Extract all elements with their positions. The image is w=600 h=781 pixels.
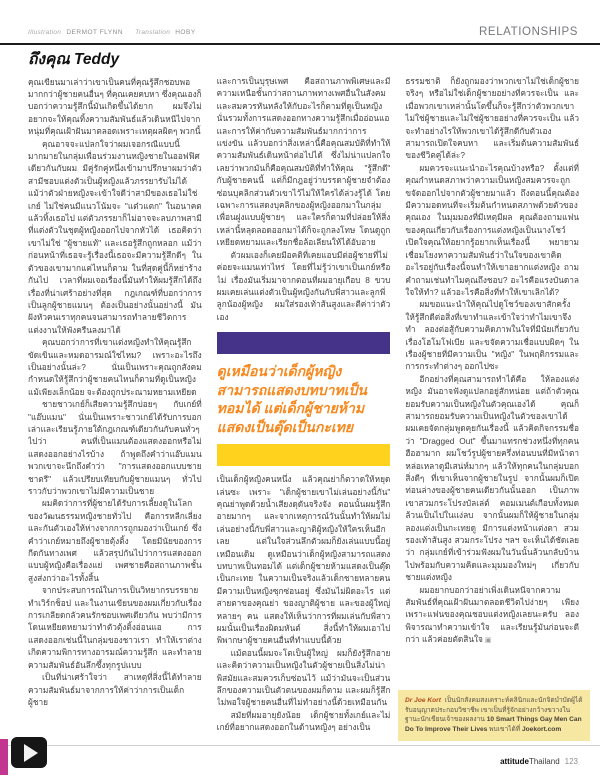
paragraph: ธรรมชาติ ก็ยังถูกมองว่าพวกเขาไม่ใช่เด็กผู้ชายจริงๆ หรือไม่ใช่เด็กผู้ชายอย่างที่ควรจะเป็น และเมื่อพวกเขาเหล่านั้นโตขึ้นก็จะรู้สึกว่าตัวพวกเขาไม่ใช่ผู้ชายและไม่ใช่ผู้ชายอย่างที่ควรจะเป็น แล้วจะทำอย่างไรให้พวกเขาได้รู้สึกดีกับตัวเอง สามารถเปิดใจคบหา และเริ่มต้นความสัมพันธ์ของชีวิตคู่ได้ล่ะ? [405, 76, 580, 161]
paragraph-last [405, 584, 579, 648]
visit-text: พบเขาได้ที่ [489, 725, 521, 733]
author-bio-text: เป็นนักสังคมสงเคราะห์คลินิกและนักจิตบำบัดผู้ได้รับอนุญาตประกอบวิชาชีพ เขาเป็นที่รู้จักอย่างกว้างขวางในฐานะนักเขียนเจ้าของผลงาน [405, 697, 583, 724]
book-title: 10 Smart Things Gay Men Can Do To Improve Their Lives [405, 716, 582, 733]
article-body [28, 51, 579, 745]
page-edge-mark [0, 739, 8, 775]
paragraph: จากประสบการณ์ในการเป็นวิทยากรบรรยายทำเวิร์กช็อป และในงานเขียนของผมเกี่ยวกับเรื่องการเกลียดกลัวคนรักชอบเพศเดียวกัน พบว่ามีการโดนเหยียดหยามว่าทำตัวตุ้งติ้งอ่อนแอ การแสดงออกเช่นนี้ในกลุ่มของชาวเรา ทำให้เราต่างเกิดความพิการทางอารมณ์ความรู้สึก และทำลายความสัมพันธ์อันลึกซึ้งทุกรูปแบบ [28, 585, 202, 670]
paragraph: คุณเขียนมาเล่าว่าเขาเป็นคนที่คุณรู้สึกชอบพอมากกว่าผู้ชายคนอื่นๆ ที่คุณเคยคบหา ซึ่งคุณเองก็บอกว่าความรู้สึกนี้มันเกิดขึ้นได้ยาก ผมจึงไม่อยากจะให้คุณทิ้งความสัมพันธ์แล้วเดินหนีไปจากหนุ่มที่คุณเฝ้าฝันมาตลอดเพราะเหตุผลผิดๆ พวกนี้ [28, 76, 202, 137]
translation-label: Translation [135, 29, 171, 36]
paragraph: และการเป็นบุรุษเพศ คือสถานภาพพิเศษและมีความเหนือชั้นกว่าสถานภาพทางเพศอื่นในสังคม และสมควรหันหลังให้กับอะไรก็ตามที่ดูเป็นหญิง นั่นรวมทั้งการแสดงออกทางความรู้สึกเมื่ออ่อนแอ และการให้ค่ากับความสัมพันธ์มากกว่าการแข่งขัน แล้วบอกว่าสิ่งเหล่านี้คือคุณสมบัติที่ทำให้ความสัมพันธ์เดินหน้าต่อไปได้ ซึ่งไม่น่าแปลกใจเลยว่าพวกมันก็คือคุณสมบัติที่ทำให้คุณ "รู้สึกดี" กับผู้ชายคนนี้ แต่ก็มีกฎอยู่ว่าบรรดาผู้ชายจำต้องซ่อนบุคลิกส่วนตัวเขาไว้ไม่ให้ใครได้ล่วงรู้ได้ โดยเฉพาะการแสดงบุคลิกของผู้หญิงออกมาในกลุ่มเพื่อนฝูงแบบผู้ชายๆ และใครก็ตามที่ปล่อยให้สิ่งเหล่านี้หลุดลอดออกมาได้ก็จะถูกลงโทษ โดนดูถูกเหยียดหยามและเรียกชื่อล้อเลียนให้ได้อับอาย [216, 76, 391, 248]
article-end-mark: ▣ [484, 637, 492, 645]
website-text: Joekort.com [521, 725, 562, 733]
quote-top-bar [217, 332, 391, 354]
translator-name: HOBY [175, 29, 196, 36]
author-bio-box [398, 690, 590, 741]
paragraph: แม้ตอนนี้ผมจะโตเป็นผู้ใหญ่ ผมก็ยังรู้สึกอายและคิดว่าความเป็นหญิงในตัวผู้ชายเป็นสิ่งไม่น่าพิสมัยและสมควรเก็บซ่อนไว้ แม้ว่ามันจะเป็นส่วนลึกของความเป็นตัวตนของผมก็ตาม และผมก็รู้สึกไม่พอใจผู้ชายคนอื่นที่ไม่ทำอย่างนี้ด้วยเหมือนกัน [216, 647, 391, 708]
right-triangle-glyph [24, 744, 38, 762]
paragraph: ผมคิดว่าการที่ผู้ชายได้รับการเลี้ยงดูในโลกของวัฒนธรรมหญิงชายทั่วไป คือการหลีกเลี่ยงและกันตัวเองให้ห่างจากการถูกมองว่าเป็นเกย์ ซึ่งคำว่าเกย์หมายถึงผู้ชายตุ้งติ้ง โดยมีนัยของการกีดกันทางเพศ แล้วสรุปกันไปว่าการแสดงออกแบบผู้หญิงคือเรื่องแย่ เพศชายคือสถานภาพชั้นสูงส่งกว่าอะไรทั้งสิ้น [28, 498, 202, 583]
column-3 [405, 51, 579, 745]
illustration-label: Illustration [28, 29, 62, 36]
page-number: 123 [564, 757, 578, 766]
paragraph: สมัยที่ผมอายุยังน้อย เด็กผู้ชายทั้งเกย์และไม่เกย์ที่อยากแสดงออกในด้านหญิงๆ อย่างเป็น [216, 709, 391, 733]
next-page-arrow-icon [11, 737, 47, 768]
paragraph: คุณบอกว่าการที่เขาแต่งหญิงทำให้คุณรู้สึกขัดเขินและหมดอารมณ์ใช่ไหม? เพราะอะไรถึงเป็นอย่างนั้นล่ะ? นั่นเป็นเพราะคุณถูกสังคมกำหนดให้รู้สึกว่าผู้ชายคนไหนก็ตามที่ดูเป็นหญิงแม้เพียงเล็กน้อย จะต้องถูกประณามหยามเหยียด [28, 337, 202, 397]
paragraph: ผมขอแนะนำให้คุณไปดูโชว์ของเขาสักครั้ง ให้รู้สึกดีต่อสิ่งที่เขาทำและเข้าใจว่าทำไมเขาจึงทำ ลองต่อสู้กับความคิดภาพในใจที่มีนัยเกี่ยวกับเรื่องโฮโมโฟเบีย และขจัดความเชื่อแบบผิดๆ ในเรื่องผู้ชายที่มีความเป็น "หญิง" ในพฤติกรรมและการกระทำต่างๆ ออกไปซะ [405, 299, 580, 372]
footer-rule [0, 745, 600, 746]
author-name: Dr Joe Kort [405, 697, 441, 704]
pull-quote-block [217, 332, 391, 466]
paragraph: เป็นที่น่าเศร้าใจว่า สาเหตุที่สิ่งนี้ได้ทำลายความสัมพันธ์มาจากการให้ค่าว่าการเป็นเด็กผู้ชาย [28, 672, 202, 707]
quote-bottom-bar [217, 444, 391, 466]
article-title: ถึงคุณ Teddy [28, 51, 120, 68]
page-footer [500, 757, 578, 766]
paragraph: คุณอาจจะแปลกใจว่าผมเจอกรณีแบบนี้มากมายในกลุ่มเพื่อนร่วมงานหญิงชายในออฟฟิศเดียวกันกับผม มีคู่รักคู่หนึ่งเข้ามาปรึกษาผมว่าตัวสามีชอบแต่งตัวเป็นผู้หญิงแล้วภรรยารับไม่ได้ แม้ว่าตัวฝ่ายหญิงจะเข้าใจดีว่าสามีของเธอไม่ใช่เกย์ ไม่ใช่คนมีแนวโน้มจะ "แต๋วแตก" ในอนาคต แล้วทิ้งเธอไป แต่ตัวภรรยาก็ไม่อาจจะลบภาพสามีที่แต่งตัวในชุดผู้หญิงออกไปจากหัวได้ เธอคิดว่าเขาไม่ใช่ "ผู้ชายแท้" และเธอรู้สึกถูกหลอก แม้ว่าก่อนหน้าที่เธอจะรู้เรื่องนี้เธอจะมีความรู้สึกดีๆ ในตัวของเขามากแค่ไหนก็ตาม ในที่สุดคู่นี้ก็หย่าร้างกันไป เวลาที่ผมเจอเรื่องนี้มันทำให้ผมรู้สึกได้ถึงเรื่องที่น่าเศร้าอย่างที่สุด กฎเกณฑ์ที่บอกว่าการเป็นลูกผู้ชายแมนๆ ต้องเป็นอย่างนั้นอย่างนี้ มันฝังหัวคนเราทุกคนจนสามารถทำลายชีวิตการแต่งงานให้พังครืนลงมาได้ [28, 138, 202, 335]
paragraph: ตัวผมเองก็เคยมีอคติที่เคยแอบมีต่อผู้ชายที่ไม่ค่อยจะแมนเท่าไหร่ โดยที่ไม่รู้ว่าเขาเป็นเกย์หรือไม่ เรื่องมันเริ่มมาจากตอนที่ผมอายุเกือบ 8 ขวบ ผมเคยเล่นแต่งตัวเป็นผู้หญิงกันกับพี่สาวและลูกพี่ลูกน้องผู้หญิง ผมใส่รองเท้าส้นสูงและตีค่าว่าตัวเอง [216, 249, 391, 322]
paragraph: ผมควรจะแนะนำอะไรคุณบ้างหรือ? ตั้งแต่ที่คุณกำหนดสภาพว่าความเป็นหญิงสมควรจะถูกขจัดออกไปจากตัวผู้ชายมาแล้ว ถึงตอนนี้คุณต้องมีความอดทนที่จะเริ่มต้นกำหนดสภาพด้วยตัวของคุณเอง ในมุมมองที่มีเหตุมีผล คุณต้องถามแฟนของคุณเกี่ยวกับเรื่องการแต่งหญิงเป็นนางโชว์ เปิดใจคุณให้อยากรู้อยากเห็นเรื่องนี้ พยายามเชื่อมโยงหาความสัมพันธ์ว่าในใจของเขาคิดอะไรอยู่กับเรื่องนี้จนทำให้เขาอยากแต่งหญิง ถามคำถามเช่นทำไมคุณถึงชอบ? อะไรคือแรงบันดาลใจให้ทำ? แล้วอะไรคือสิ่งที่ทำให้เขาเลิกได้? [405, 162, 580, 297]
column-2 [217, 51, 391, 745]
paragraph: อีกอย่างที่คุณสามารถทำได้คือ ให้ลองแต่งหญิง มันอาจฟังดูแปลกอยู่สักหน่อย แต่ถ้าตัวคุณยอมรับความเป็นหญิงในตัวคุณเองได้ คุณก็สามารถยอมรับความเป็นหญิงในตัวของเขาได้ ผมเคยจัดกลุ่มพูดคุยกันเรื่องนี้ แล้วคิดกิจกรรมชื่อว่า "Dragged Out" ขึ้นมาแทรกช่วงหนึ่งที่ทุกคนฮือฮามาก ผมโชว์รูปผู้ชายครึ่งท่อนบนที่มีหน้าตาหล่อเหลาดูมีเสน่ห์มากๆ แล้วให้ทุกคนในกลุ่มบอกสิ่งดีๆ ที่เขาเห็นจากผู้ชายในรูป จากนั้นผมก็เปิดท่อนล่างของผู้ชายคนเดียวกันนั้นออก เป็นภาพเขาสวมกระโปรงบัลเล่ต์ คอมเมนต์เกือบทั้งหมดล้วนเป็นไปในแง่ลบ จากนั้นผมก็ให้ผู้ชายในกลุ่มลองแต่งเป็นกะเทยดู มีการแต่งหน้าแต่งตา สวมรองเท้าส้นสูง สวมกระโปรง ฯลฯ จะเห็นได้ชัดเลยว่า กลุ่มเกย์ที่เข้าร่วมฟังผมในวันนั้นล้วนกลับบ้านไปพร้อมกับความคิดและมุมมองใหม่ๆ เกี่ยวกับชายแต่งหญิง [405, 373, 580, 583]
magazine-edition: Thailand [528, 757, 560, 766]
credits-line [28, 29, 206, 36]
column-1 [28, 51, 202, 745]
section-title: RELATIONSHIPS [479, 26, 578, 38]
illustrator-name: DERMOT FLYNN [66, 29, 124, 36]
pull-quote-text: ดูเหมือนว่าเด็กผู้หญิงสามารถแสดงบทบาทเป็นทอมได้ แต่เด็กผู้ชายห้ามแสดงเป็นตุ๊ดเป็นกะเทย [216, 363, 367, 435]
paragraph: เป็นเด็กผู้หญิงคนหนึ่ง แล้วคุณย่าก็ตวาดให้หยุดเล่นซะ เพราะ "เด็กผู้ชายเขาไม่เล่นอย่างนี้กัน" คุณย่าพูดด้วยน้ำเสียงดุดันจริงจัง ตอนนั้นผมรู้สึกอายมากๆ และจากเหตุการณ์วันนั้นทำให้ผมไม่เล่นอย่างนี้กับพี่สาวและญาติผู้หญิงให้ใครเห็นอีกเลย แต่ในใจส่วนลึกตัวผมก็ยังเล่นแบบนี้อยู่เหมือนเดิม ดูเหมือนว่าเด็กผู้หญิงสามารถแสดงบทบาทเป็นทอมได้ แต่เด็กผู้ชายห้ามแสดงเป็นตุ๊ดเป็นกะเทย ในความเป็นจริงแล้วเด็กชายหลายคนมีความเป็นหญิงซุกซ่อนอยู่ ซึ่งมันไม่ผิดอะไร แต่สายตาของคุณย่า ของญาติผู้ชาย และของผู้ใหญ่หลายๆ คน แสดงให้เห็นว่าการที่ผมเล่นกับพี่สาวผมนั้นเป็นเรื่องผิดมหันต์ สิ่งนี้ทำให้ผมเอาไปพิพากษาผู้ชายคนอื่นที่ทำแบบนี้ด้วย [216, 474, 391, 646]
paragraph-text: ผมอยากบอกว่าอย่าเพิ่งเดินหนีจากความสัมพันธ์ที่คุณเฝ้าฝันมาตลอดชีวิตไปง่ายๆ เพียงเพราะแฟนของคุณชอบแต่งหญิงเลยนะครับ ลองพิจารณาทำความเข้าใจ และเรียนรู้มันก่อนจะดีกว่า แล้วค่อยตัดสินใจ [405, 584, 580, 645]
magazine-brand: attitude [500, 757, 529, 766]
paragraph: ชายชาวเกย์ก็เสียความรู้สึกบ่อยๆ กับเกย์ที่ "แอ๊บแมน" นั่นเป็นเพราะชาวเกย์ได้รับการบอกเล่าและเรียนรู้ภายใต้กฎเกณฑ์เดียวกันกับคนทั่วๆ ไปว่า คนที่เป็นแมนต้องแสดงออกหรือไม่แสดงออกอย่างไรบ้าง ถ้าพูดถึงคำว่าแอ๊บแมน พวกเขาจะนึกถึงคำว่า "การแสดงออกแบบชายชาตรี" แล้วเปรียบเทียบกับผู้ชายแมนๆ ทั่วไป ราวกับว่าพวกเขาไม่มีความเป็นชาย [28, 399, 202, 496]
header-rule [0, 43, 600, 45]
